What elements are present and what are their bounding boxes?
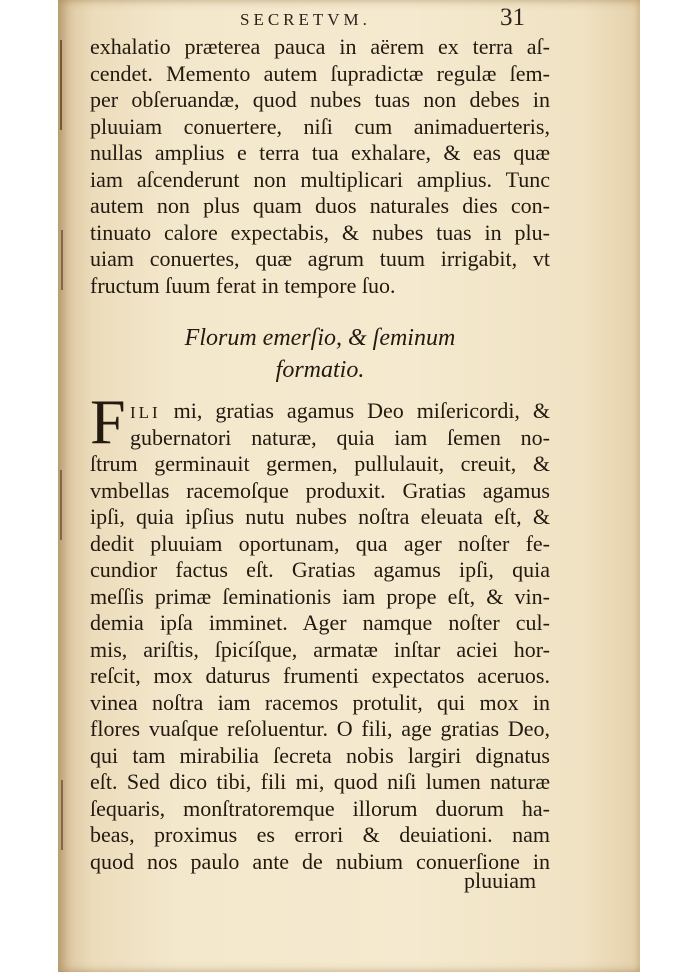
text-line: cundior factus eſt. Gratias agamus ipſi, quia: [90, 557, 550, 582]
section-heading-line-1: Florum emerſio, & ſeminum: [184, 325, 456, 351]
text-line: ipſi, quia ipſius nutu nubes noſtra eleuata eſt, &: [90, 504, 550, 529]
text-line: reſcit, mox daturus frumenti expectatos aceruos.: [90, 663, 550, 688]
text-line: vmbellas racemoſque produxit. Gratias agamus: [90, 477, 550, 503]
text-line: iam aſcenderunt non multiplicari amplius. Tunc: [90, 166, 550, 192]
paragraph-2: [90, 398, 550, 875]
paragraph-1: [90, 34, 550, 299]
text-line: gubernatori naturæ, quia iam ſemen no-: [130, 424, 550, 450]
first-line-rest: mi, gratias agamus Deo miſericordi, &: [160, 398, 550, 423]
lead-small-caps: ILI: [130, 403, 161, 422]
text-line: cendet. Memento autem ſupradictæ regulæ ſem-: [90, 60, 550, 86]
text-line-first: [90, 398, 550, 425]
drop-cap-initial: F: [90, 386, 126, 457]
running-title: SECRETVM.: [240, 10, 371, 29]
text-line: flores vuaſque reſoluentur. O fili, age gratias Deo,: [90, 716, 550, 741]
text-line: eſt. Sed dico tibi, fili mi, quod niſi lumen naturæ: [90, 769, 550, 794]
text-line: autem non plus quam duos naturales dies con-: [90, 193, 550, 218]
text-line: ſequaris, monſtratoremque illorum duorum ha-: [90, 795, 550, 821]
text-line: qui tam mirabilia ſecreta nobis largiri dignatus: [90, 742, 550, 768]
section-heading: [90, 322, 550, 386]
section-heading-line-2: formatio.: [275, 357, 365, 383]
text-line: pluuiam conuertere, niſi cum animaduerteris,: [90, 113, 550, 139]
text-line: tinuato calore expectabis, & nubes tuas in plu-: [90, 219, 550, 245]
catchword: pluuiam: [464, 868, 537, 893]
text-line: mis, ariſtis, ſpicíſque, armatæ inſtar aciei hor-: [90, 636, 550, 662]
text-line: demia ipſa imminet. Ager namque noſter cul-: [90, 610, 550, 635]
text-line: nullas amplius e terra tua exhalare, & eas quæ: [90, 140, 550, 165]
text-line: beas, proximus es errori & deuiationi. nam: [90, 822, 550, 847]
text-line: exhalatio præterea pauca in aërem ex terra aſ-: [90, 34, 550, 59]
page-number: 31: [500, 4, 525, 31]
text-line: dedit pluuiam oportunam, qua ager noſter fe-: [90, 530, 550, 556]
text-line: per obſeruandæ, quod nubes tuas non debes in: [90, 87, 550, 112]
text-line: fructum ſuum ferat in tempore ſuo.: [90, 272, 396, 298]
text-line: uiam conuertes, quæ agrum tuum irrigabit, vt: [90, 246, 550, 271]
text-line: ſtrum germinauit germen, pullulauit, creuit, &: [90, 451, 550, 476]
text-line: meſſis primæ ſeminationis iam prope eſt, & vin-: [90, 583, 550, 609]
text-line: quod nos paulo ante de nubium conuerſione in: [90, 848, 550, 874]
text-line: vinea noſtra iam racemos protulit, qui mox in: [90, 689, 550, 715]
page-gutter-shadow: [58, 0, 68, 972]
